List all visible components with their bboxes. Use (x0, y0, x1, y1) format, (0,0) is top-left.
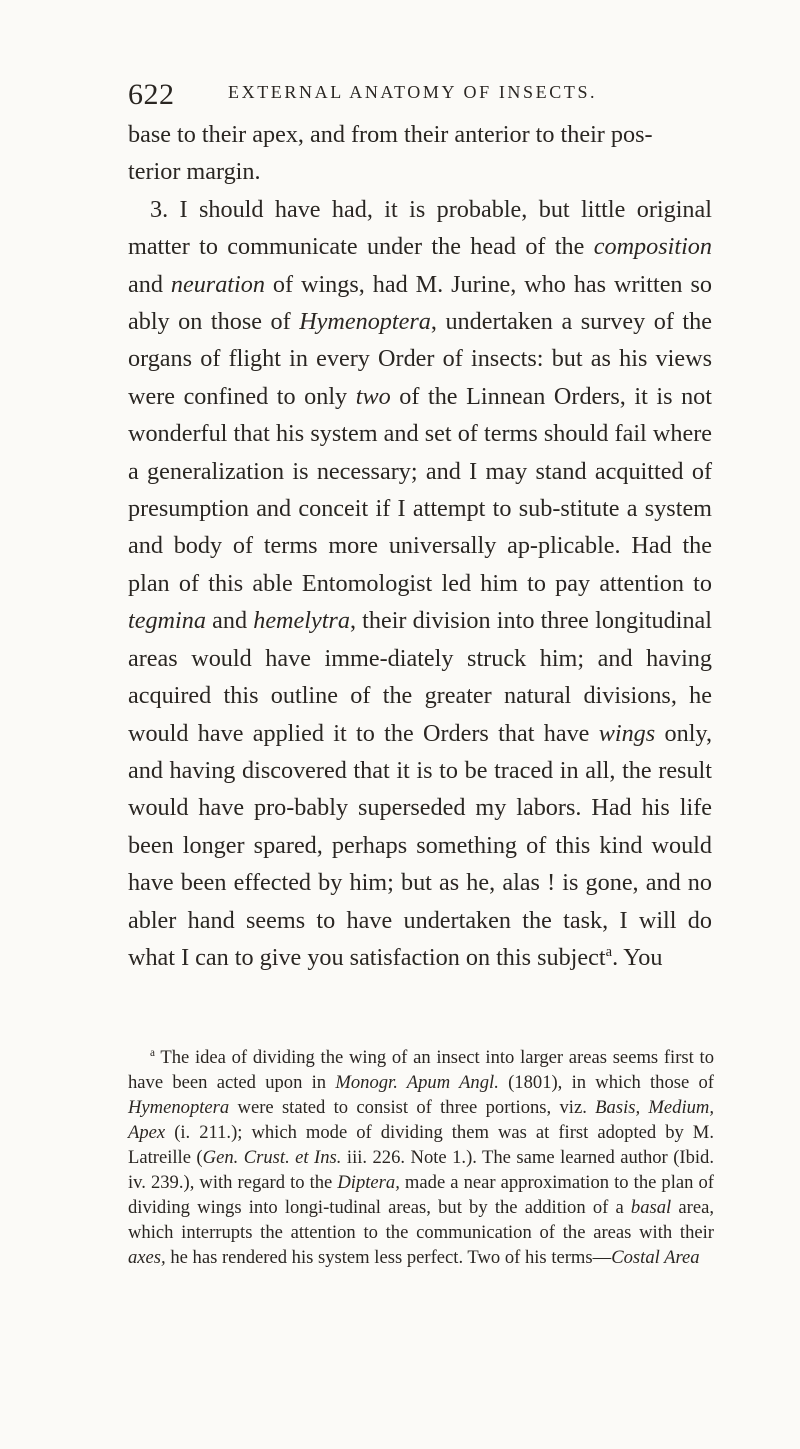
page-header (128, 78, 688, 118)
paragraph-continuation: base to their apex, and from their anterior to their pos- terior margin. (128, 121, 653, 186)
main-text (128, 116, 712, 976)
footnote-a: $^a$ The idea of dividing the wing of an insect into larger areas seems first to have been acted upon in Monogr. Apum Angl. (1801), in which those of Hymenoptera were stated to consist of three portions, viz. Basis, Medium, Apex (i. 211.); which mode of dividing them was at first adopted by M. Latreille (Gen. Crust. et Ins. iii. 226. Note 1.). The same learned author (Ibid. iv. 239.), with regard to the Diptera, made a near approximation to the plan of dividing wings into longi-tudinal areas, but by the addition of a basal area, which interrupts the attention to the communication of the areas with their axes, he has rendered his system less perfect. Two of his terms—Costal Area (128, 1046, 715, 1268)
footnote (128, 1045, 714, 1270)
paragraph-section-3: 3. I should have had, it is probable, but little original matter to communicate under the head of the composition and neuration of wings, had M. Jurine, who has written so ably on those of Hymenoptera, undertaken a survey of the organs of flight in every Order of insects: but as his views were confined to only two of the Linnean Orders, it is not wonderful that his system and set of terms should fail where a generalization is necessary; and I may stand acquitted of presumption and conceit if I attempt to sub-stitute a system and body of terms more universally ap-plicable. Had the plan of this able Entomologist led him to pay attention to tegmina and hemelytra, their division into three longitudinal areas would have imme-diately struck him; and having acquired this outline of the greater natural divisions, he would have applied it to the Orders that have wings only, and having discovered that it is to be traced in all, the result would have pro-bably superseded my labors. Had his life been longer spared, perhaps something of this kind would have been effected by him; but as he, alas ! is gone, and no abler hand seems to have undertaken the task, I will do what I can to give you satisfaction on this subject$^a$. You (128, 195, 712, 971)
running-title: EXTERNAL ANATOMY OF INSECTS. (228, 82, 598, 102)
footnote-reference: a (605, 943, 613, 960)
page-number: 622 (128, 78, 175, 111)
footnote-mark: a (150, 1046, 155, 1059)
